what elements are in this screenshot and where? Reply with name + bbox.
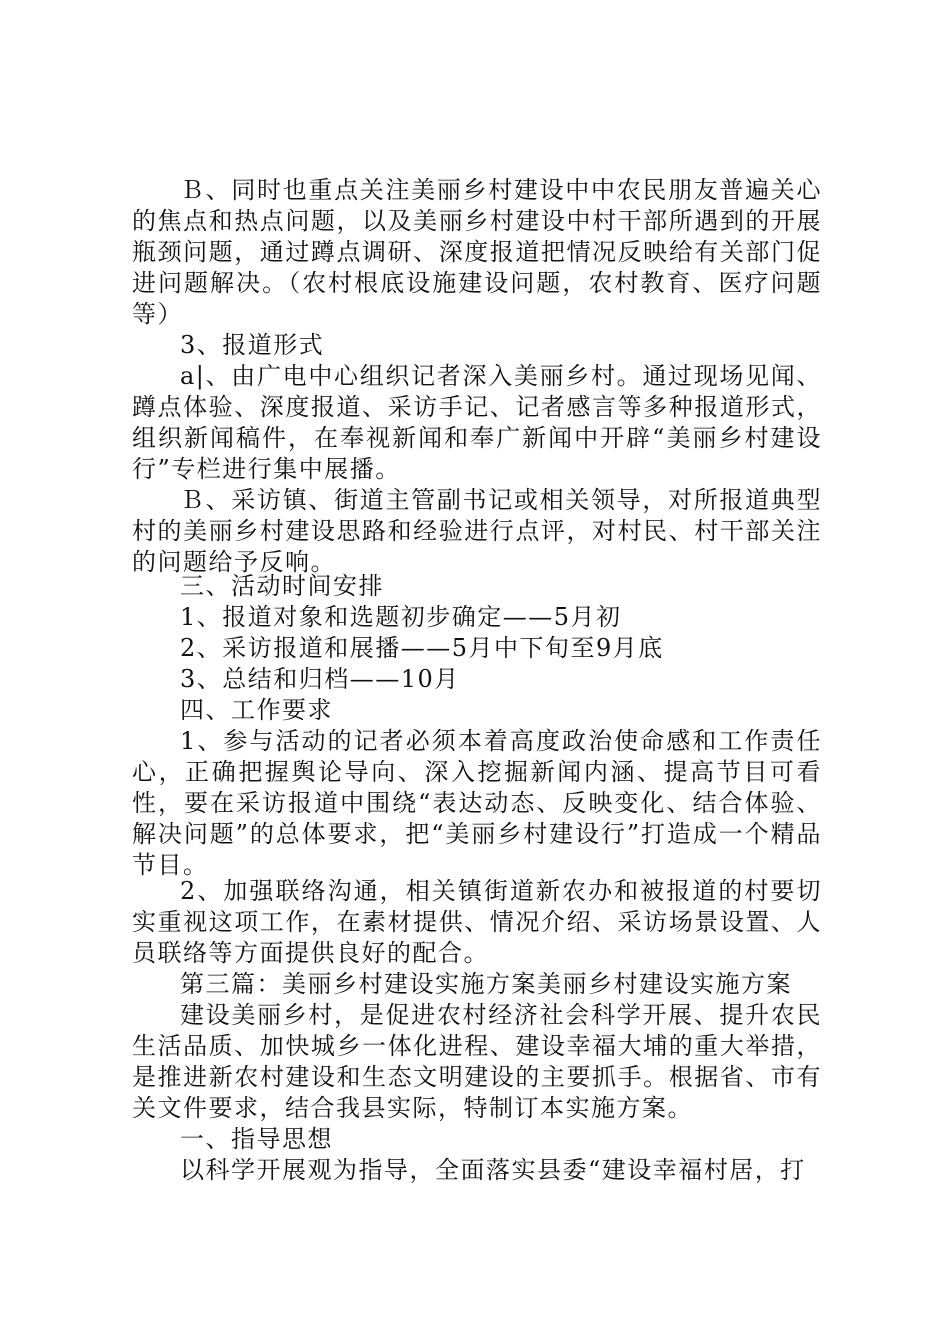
- schedule-item-2: 2、采访报道和展播——5月中下旬至9月底: [180, 634, 664, 662]
- requirement-item-2: 2、加强联络沟通，相关镇街道新农办和被报道的村要切实重视这项工作，在素材提供、情况介绍、采访场景设置、人员联络等方面提供良好的配合。: [132, 877, 822, 967]
- paragraph-b-interview-officials: Ｂ、采访镇、街道主管副书记或相关领导，对所报道典型村的美丽乡村建设思路和经验进行点评，对村民、村干部关注的问题给予反响。: [132, 486, 822, 576]
- heading-work-requirements: 四、工作要求: [180, 696, 333, 724]
- heading-guiding-ideology: 一、指导思想: [180, 1125, 333, 1153]
- schedule-item-1: 1、报道对象和选题初步确定——5月初: [180, 603, 622, 631]
- paragraph-guiding-ideology: 以科学开展观为指导，全面落实县委“建设幸福村居，打: [180, 1156, 806, 1184]
- requirement-item-1: 1、参与活动的记者必须本着高度政治使命感和工作责任心，正确把握舆论导向、深入挖掘新闻内涵、提高节目可看性，要在采访报道中围绕“表达动态、反映变化、结合体验、解决问题”的总体要求，把“美丽乡村建设行”打造成一个精品节目。: [132, 727, 822, 879]
- paragraph-b-focus-issues: Ｂ、同时也重点关注美丽乡村建设中中农民朋友普遍关心的焦点和热点问题，以及美丽乡村建设中村干部所遇到的开展瓶颈问题，通过蹲点调研、深度报道把情况反映给有关部门促进问题解决。（农村根底设施建设问题，农村教育、医疗问题等）: [132, 176, 822, 328]
- heading-report-form: 3、报道形式: [180, 331, 325, 359]
- paragraph-a-organize-reporters: a|、由广电中心组织记者深入美丽乡村。通过现场见闻、蹲点体验、深度报道、采访手记、记者感言等多种报道形式，组织新闻稿件，在奉视新闻和奉广新闻中开辟“美丽乡村建设行”专栏进行集中展播。: [132, 362, 822, 483]
- schedule-item-3: 3、总结和归档——10月: [180, 665, 460, 693]
- section-title-part-three: 第三篇：美丽乡村建设实施方案美丽乡村建设实施方案: [180, 970, 792, 998]
- heading-schedule: 三、活动时间安排: [180, 572, 384, 600]
- paragraph-building-beautiful-villages: 建设美丽乡村，是促进农村经济社会科学开展、提升农民生活品质、加快城乡一体化进程、建设幸福大埔的重大举措，是推进新农村建设和生态文明建设的主要抓手。根据省、市有关文件要求，结合我县实际，特制订本实施方案。: [132, 1001, 822, 1122]
